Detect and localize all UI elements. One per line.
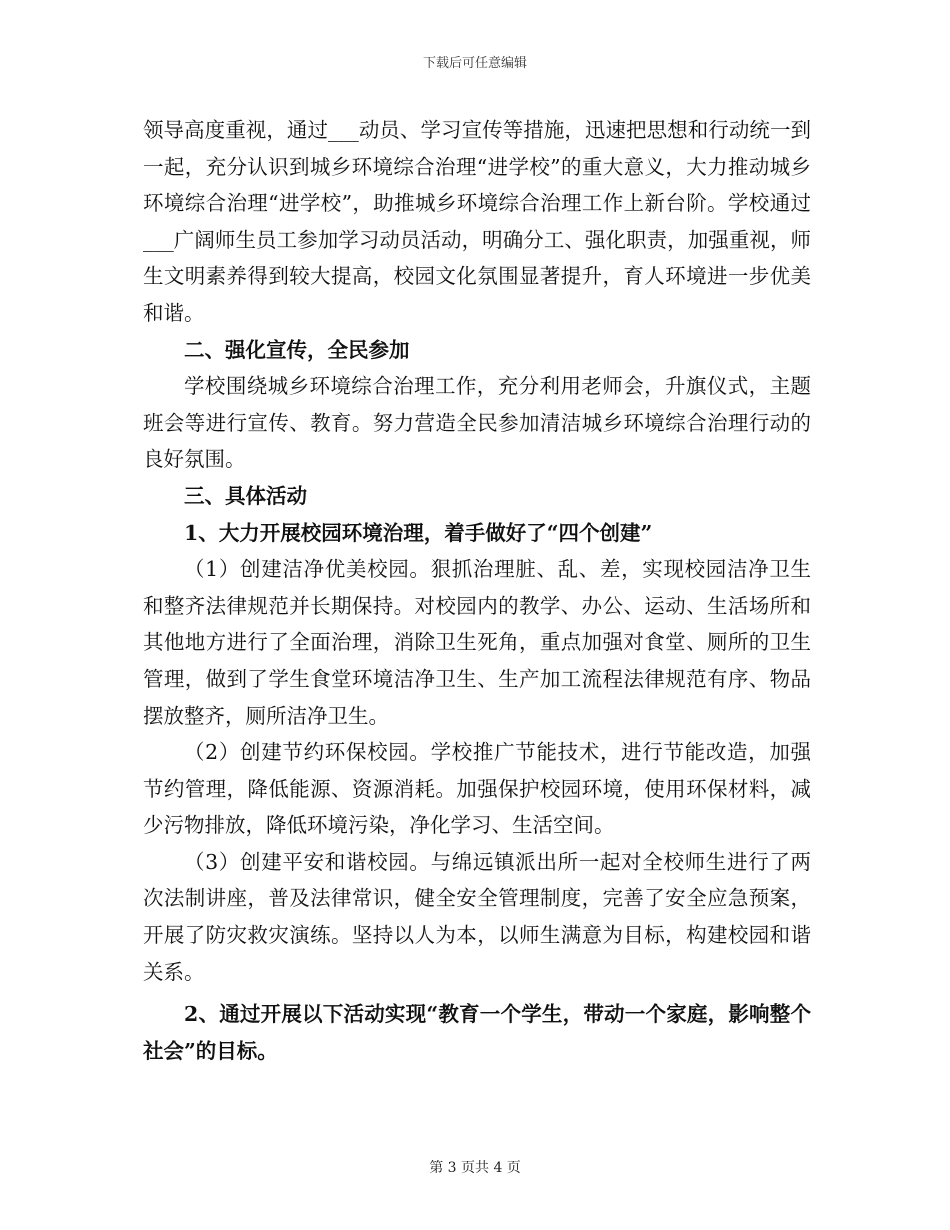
paragraph-eco-campus: （2）创建节约环保校园。学校推广节能技术，进行节能改造，加强节约管理，降低能源、资源消耗。加强保护校园环境，使用环保材料，减少污物排放，降低环境污染，净化学习、生活空间。 xyxy=(143,740,811,838)
section-heading-publicity: 二、强化宣传，全民参加 xyxy=(184,337,410,362)
document-body xyxy=(143,112,811,1069)
page-footer: 第 3 页共 4 页 xyxy=(429,1160,521,1176)
page-header: 下载后可任意编辑 xyxy=(422,56,527,71)
subheading-four-creations: 1、大力开展校园环境治理，着手做好了“四个创建” xyxy=(184,520,653,545)
paragraph-clean-campus: （1）创建洁净优美校园。狠抓治理脏、乱、差，实现校园洁净卫生和整齐法律规范并长期保持。对校园内的教学、办公、运动、生活场所和其他地方进行了全面治理，消除卫生死角，重点加强对食堂、厕所的卫生管理，做到了学生食堂环境洁净卫生、生产加工流程法律规范有序、物品摆放整齐，厕所洁净卫生。 xyxy=(143,557,811,728)
paragraph-safe-campus: （3）创建平安和谐校园。与绵远镇派出所一起对全校师生进行了两次法制讲座，普及法律常识，健全安全管理制度，完善了安全应急预案，开展了防灾救灾演练。坚持以人为本，以师生满意为目标，构建校园和谐关系。 xyxy=(143,849,811,984)
paragraph-publicity: 学校围绕城乡环境综合治理工作，充分利用老师会，升旗仪式，主题班会等进行宣传、教育。努力营造全民参加清洁城乡环境综合治理行动的良好氛围。 xyxy=(143,374,811,472)
paragraph-leadership: 领导高度重视，通过___动员、学习宣传等措施，迅速把思想和行动统一到一起，充分认识到城乡环境综合治理“进学校”的重大意义，大力推动城乡环境综合治理“进学校”，助推城乡环境综合治理工作上新台阶。学校通过___广阔师生员工参加学习动员活动，明确分工、强化职责，加强重视，师生文明素养得到较大提高，校园文化氛围显著提升，育人环境进一步优美和谐。 xyxy=(143,118,811,325)
subheading-education-goal: 2、通过开展以下活动实现“教育一个学生，带动一个家庭，影响整个社会”的目标。 xyxy=(143,1002,811,1063)
section-heading-activities: 三、具体活动 xyxy=(184,483,307,508)
